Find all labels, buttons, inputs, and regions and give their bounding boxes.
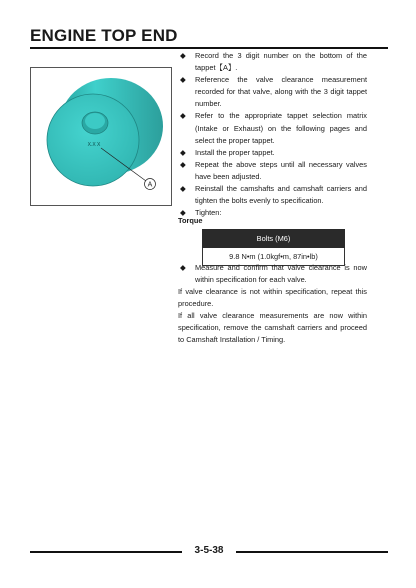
bullet-diamond-icon: ◆ [180, 75, 186, 85]
bullet-diamond-icon: ◆ [180, 51, 186, 60]
step-item: ◆ Refer to the appropriate tappet selection matrix (Intake or Exhaust) on the following pages and select the proper tappet. [180, 111, 367, 145]
bullet-diamond-icon: ◆ [180, 263, 186, 272]
step-item: ◆ Record the 3 digit number on the bottom of the tappet【A】. [180, 51, 367, 73]
step-item: ◆ Reference the valve clearance measurement recorded for that valve, along with the 3 digit tappet number. [180, 75, 367, 109]
note-paragraph: If valve clearance is not within specification, repeat this procedure. [178, 287, 367, 309]
torque-table [202, 229, 345, 266]
step-item: ◆ Reinstall the camshafts and camshaft carriers and tighten the bolts evenly to specification. [180, 184, 367, 206]
page-number: 3-5-38 [194, 545, 224, 556]
bullet-diamond-icon: ◆ [180, 147, 186, 157]
tappet-figure [30, 67, 172, 206]
footer-rule [30, 551, 182, 553]
procedure-steps-after [178, 262, 367, 286]
bullet-diamond-icon: ◆ [180, 159, 186, 169]
note-paragraph: If all valve clearance measurements are now within specification, remove the camshaft carriers and proceed to Camshaft Installation / Timing. [178, 311, 367, 345]
bullet-diamond-icon: ◆ [180, 184, 186, 194]
step-item: ◆ Install the proper tappet. [178, 147, 367, 159]
title-rule [30, 47, 388, 49]
notes [178, 286, 367, 346]
torque-table-value: 9.8 N•m (1.0kgf•m, 87in•lb) [203, 248, 345, 266]
torque-table-header: Bolts (M6) [203, 230, 345, 248]
footer-rule [236, 551, 388, 553]
tappet-marking: X.X X [87, 142, 101, 148]
tappet-face [47, 94, 139, 186]
tappet-illustration [31, 68, 171, 205]
callout-label: A [147, 181, 153, 189]
page-title: ENGINE TOP END [30, 26, 178, 45]
step-item: ◆ Measure and confirm that valve clearance is now within specification for each valve. [180, 263, 367, 285]
torque-label: Torque [178, 216, 203, 225]
bullet-diamond-icon: ◆ [180, 208, 186, 218]
step-item: ◆ Tighten: [178, 207, 367, 219]
bullet-diamond-icon: ◆ [180, 111, 186, 121]
procedure-steps [178, 50, 367, 219]
step-item: ◆ Repeat the above steps until all necessary valves have been adjusted. [180, 159, 367, 181]
